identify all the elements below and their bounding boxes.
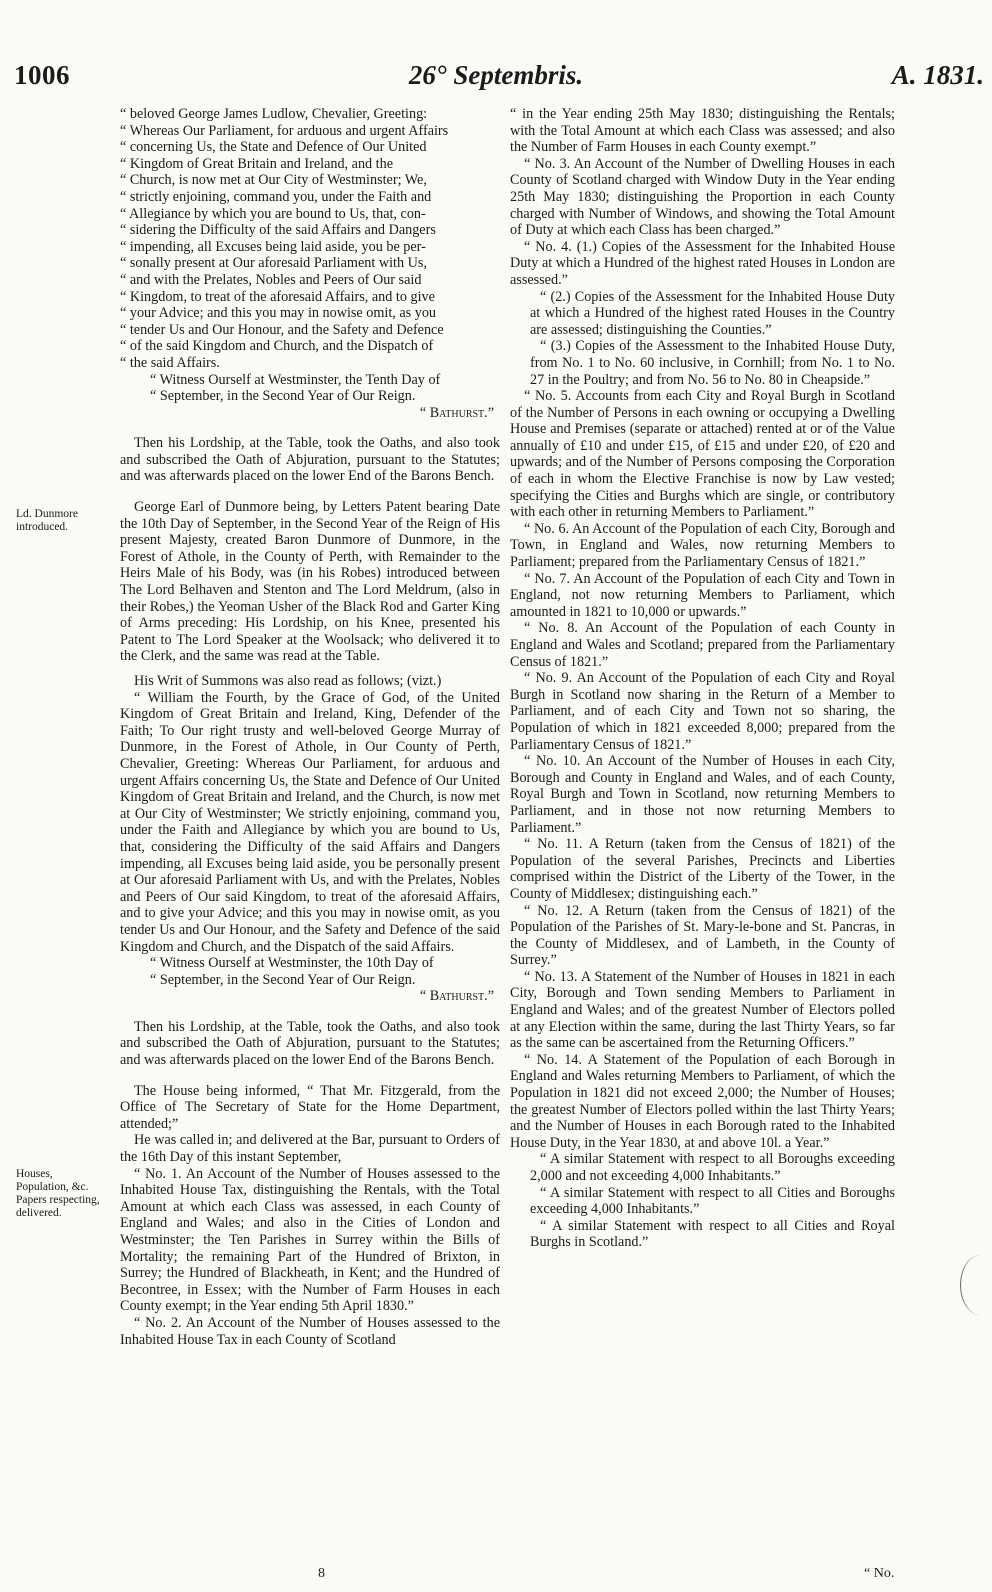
text-line: “ beloved George James Ludlow, Chevalier, Greeting:	[120, 106, 428, 122]
account-item: “ No. 8. An Account of the Population of each County in England and Wales and Scotland; prepared from the Parliamentary Census of 1821.”	[510, 620, 895, 670]
text-line: “ and with the Prelates, Nobles and Peers of Our said	[120, 271, 422, 288]
witness-line: “ Witness Ourself at Westminster, the Tenth Day of	[150, 371, 441, 388]
text-line: “ impending, all Excuses being laid aside, you be per-	[120, 238, 426, 255]
page-header	[0, 58, 992, 98]
account-item: “ No. 6. An Account of the Population of each City, Borough and Town, in England and Wales, now returning Members to Parliament; prepared from the Parliamentary Census of 1821.”	[510, 520, 895, 571]
signature-bathurst: “ Bathurst.”	[419, 404, 494, 421]
account-item: “ No. 4. (1.) Copies of the Assessment for the Inhabited House Duty at which a Hundred of the highest rated Houses in London are assessed.”	[510, 238, 895, 288]
account-item: “ No. 12. A Return (taken from the Census of 1821) of the Population of the Parishes of St. Mary-le-bone and St. Pancras, in the County of Middlesex, and of Lambeth, in the County of Surrey.”	[510, 902, 895, 969]
account-item: “ No. 2. An Account of the Number of Houses assessed to the Inhabited House Tax in each County of Scotland	[120, 1314, 500, 1348]
catchword: “ No.	[864, 1566, 895, 1581]
account-item: “ (2.) Copies of the Assessment for the Inhabited House Duty at which a Hundred of the highest rated Houses in the Country are assessed; distinguishing the Counties.”	[530, 288, 895, 338]
text-line: “ sonally present at Our aforesaid Parliament with Us,	[120, 255, 427, 272]
witness-line: “ September, in the Second Year of Our Reign.	[150, 388, 416, 405]
account-item: “ No. 11. A Return (taken from the Census of 1821) of the Population of the several Parishes, Precincts and Liberties comprised within the District of the Liberty of the Tower, in the County of Middlesex; distinguishing each.”	[510, 836, 895, 902]
text-line: “ tender Us and Our Honour, and the Safety and Defence	[120, 321, 444, 338]
right-column	[510, 106, 895, 1251]
paragraph: His Writ of Summons was also read as follows; (vizt.)	[134, 673, 442, 689]
account-item: “ No. 13. A Statement of the Number of Houses in 1821 in each City, Borough and Town sending Members to Parliament in England and Wales; and of the greatest Number of Electors polled at any Election within the same, during the last Thirty Years, so far as the same can be ascertained from the Returning Officers.”	[510, 968, 895, 1052]
account-item: “ A similar Statement with respect to all Cities and Royal Burghs in Scotland.”	[530, 1217, 895, 1251]
witness-line: “ Witness Ourself at Westminster, the 10th Day of	[150, 955, 434, 972]
account-item: “ No. 3. An Account of the Number of Dwelling Houses in each County of Scotland charged with Window Duty in the Year ending 25th May 1830; distinguishing the Proportion in each County charged with Number of Windows, and showing the Total Amount of Duty at which each Class has been charged.”	[510, 155, 895, 239]
margin-note-dunmore: Ld. Dunmore introduced.	[16, 508, 78, 533]
text-line: “ Kingdom, to treat of the aforesaid Affairs, and to give	[120, 288, 435, 305]
account-item: “ No. 14. A Statement of the Population of each Borough in England and Wales returning Members to Parliament, of which the Population in 1821 did not exceed 2,000; the Number of Houses; the greatest Number of Electors polled within the last Thirty Years; and the Number of Houses in each Borough rated to the Inhabited House Duty, in the Year 1830, at and above 10l. a Year.”	[510, 1051, 895, 1151]
witness-line: “ September, in the Second Year of Our Reign.	[150, 971, 416, 988]
account-item: “ No. 9. An Account of the Population of each City and Royal Burgh in Scotland now sharing in the Return of a Member to Parliament, and of each City and Town not so sharing, the Population of which in 1821 exceeded 8,000; prepared from the Parliamentary Census of 1821.”	[510, 670, 895, 753]
signature-mark: 8	[318, 1566, 325, 1581]
account-item: “ No. 1. An Account of the Number of Houses assessed to the Inhabited House Tax, distinguishing the Rentals, with the Total Amount at which each Class was assessed, in each County of England and Wales; and also in the Cities of London and Westminster; the Ten Parishes in Surrey within the Bills of Mortality; the remaining Part of the Hundred of Brixton, in Surrey; the Hundred of Blackheath, in Kent; and the Hundred of Becontree, in Essex; with the Number of Farm Houses in each County exempt; in the Year ending 5th April 1830.”	[120, 1165, 500, 1315]
signature-bathurst: “ Bathurst.”	[419, 988, 494, 1005]
text-line: “ your Advice; and this you may in nowise omit, as you	[120, 305, 437, 322]
paragraph: Then his Lordship, at the Table, took the Oaths, and also took and subscribed the Oath of Abjuration, pursuant to the Statutes; and was afterwards placed on the lower End of the Barons Bench.	[120, 435, 500, 485]
text-line: “ Church, is now met at Our City of Westminster; We,	[120, 172, 427, 189]
text-line: “ sidering the Difficulty of the said Affairs and Dangers	[120, 222, 436, 239]
account-item: “ No. 10. An Account of the Number of Houses in each City, Borough and County in England and Wales, and of each County, Royal Burgh and Town in Scotland, now returning Members to Parliament, and in those not now returning Members to Parliament.”	[510, 753, 895, 836]
text-line: “ Whereas Our Parliament, for arduous and urgent Affairs	[120, 122, 449, 139]
text-line: “ Kingdom of Great Britain and Ireland, and the	[120, 155, 394, 172]
account-item: “ A similar Statement with respect to all Boroughs exceeding 2,000 and not exceeding 4,000 Inhabitants.”	[530, 1151, 895, 1184]
text-line: “ Allegiance by which you are bound to Us, that, con-	[120, 205, 426, 222]
paragraph-dunmore: George Earl of Dunmore being, by Letters Patent bearing Date the 10th Day of September, in the Second Year of the Reign of His present Majesty, created Baron Dunmore of Dunmore, in the Forest of Athole, in the County of Perth, with Remainder to the Heirs Male of his Body, was (in his Robes) introduced between The Lord Belhaven and Stenton and The Lord Meldrum, (also in their Robes,) the Yeoman Usher of the Black Rod and Garter King of Arms preceding: His Lordship, on his Knee, presented his Patent to The Lord Speaker at the Woolsack; who delivered it to the Clerk, and the same was read at the Table.	[120, 499, 500, 665]
page-year: A. 1831.	[891, 60, 984, 90]
page-number: 1006	[14, 60, 70, 90]
text-line: “ strictly enjoining, command you, under the Faith and	[120, 188, 432, 205]
page-date: 26° Septembris.	[408, 60, 584, 90]
paragraph: He was called in; and delivered at the Bar, pursuant to Orders of the 16th Day of this instant September,	[120, 1132, 500, 1166]
paragraph: Then his Lordship, at the Table, took the Oaths, and also took and subscribed the Oath of Abjuration, pursuant to the Statutes; and was afterwards placed on the lower End of the Barons Bench.	[120, 1018, 500, 1069]
margin-note-houses: Houses, Population, &c. Papers respecting, delivered.	[16, 1168, 100, 1219]
text-line: “ concerning Us, the State and Defence of Our United	[120, 139, 427, 156]
paragraph-houses: The House being informed, “ That Mr. Fitzgerald, from the Office of The Secretary of State for the Home Department, attended;”	[120, 1082, 500, 1132]
text-line: “ the said Affairs.	[120, 354, 220, 371]
page-edge-mark	[960, 1255, 992, 1315]
account-item: “ A similar Statement with respect to all Cities and Boroughs exceeding 4,000 Inhabitants.”	[530, 1184, 895, 1218]
text-line: “ of the said Kingdom and Church, and the Dispatch of	[120, 338, 434, 355]
account-item: “ No. 7. An Account of the Population of each City and Town in England, not now returning Members to Parliament, which amounted in 1821 to 10,000 or upwards.”	[510, 570, 895, 620]
account-item: “ No. 5. Accounts from each City and Royal Burgh in Scotland of the Number of Persons in each owning or occupying a Dwelling House and Premises (separate or attached) rented at or of the Value annually of £10 and under £15, of £15 and under £20, of £20 and upwards; and of the Number of Persons composing the Corporation of each in whom the Elective Franchise is now by Law vested; specifying the Cities and Burghs which are single, or contributory with each other in returning Members to Parliament.”	[510, 388, 895, 521]
left-column	[120, 106, 500, 1348]
writ-of-summons: “ William the Fourth, by the Grace of God, of the United Kingdom of Great Britain and Ireland, King, Defender of the Faith; To Our right trusty and well-beloved George Murray of Dunmore, in the Forest of Athole, in Our County of Perth, Chevalier, Greeting: Whereas Our Parliament, for arduous and urgent Affairs concerning Us, the State and Defence of Our United Kingdom of Great Britain and Ireland, and the Church, is now met at Our City of Westminster; We strictly enjoining, command you, under the Faith and Allegiance by which you are bound to Us, that, considering the Difficulty of the said Affairs and Dangers impending, all Excuses being laid aside, you be personally present at Our aforesaid Parliament with Us, and with the Prelates, Nobles and Peers of Our said Kingdom, to treat of the aforesaid Affairs, and to give your Advice; and this you may in nowise omit, as you tender Us and Our Honour, and the Safety and Defence of the said Kingdom and Church, and the Dispatch of the said Affairs.	[120, 689, 500, 955]
account-item: “ in the Year ending 25th May 1830; distinguishing the Rentals; with the Total Amount at which each Class was assessed; and also the Number of Farm Houses in each County exempt.”	[510, 106, 895, 156]
account-item: “ (3.) Copies of the Assessment to the Inhabited House Duty, from No. 1 to No. 60 inclusive, in Cornhill; from No. 1 to No. 27 in the Poultry; and from No. 56 to No. 80 in Cheapside.”	[530, 338, 895, 388]
